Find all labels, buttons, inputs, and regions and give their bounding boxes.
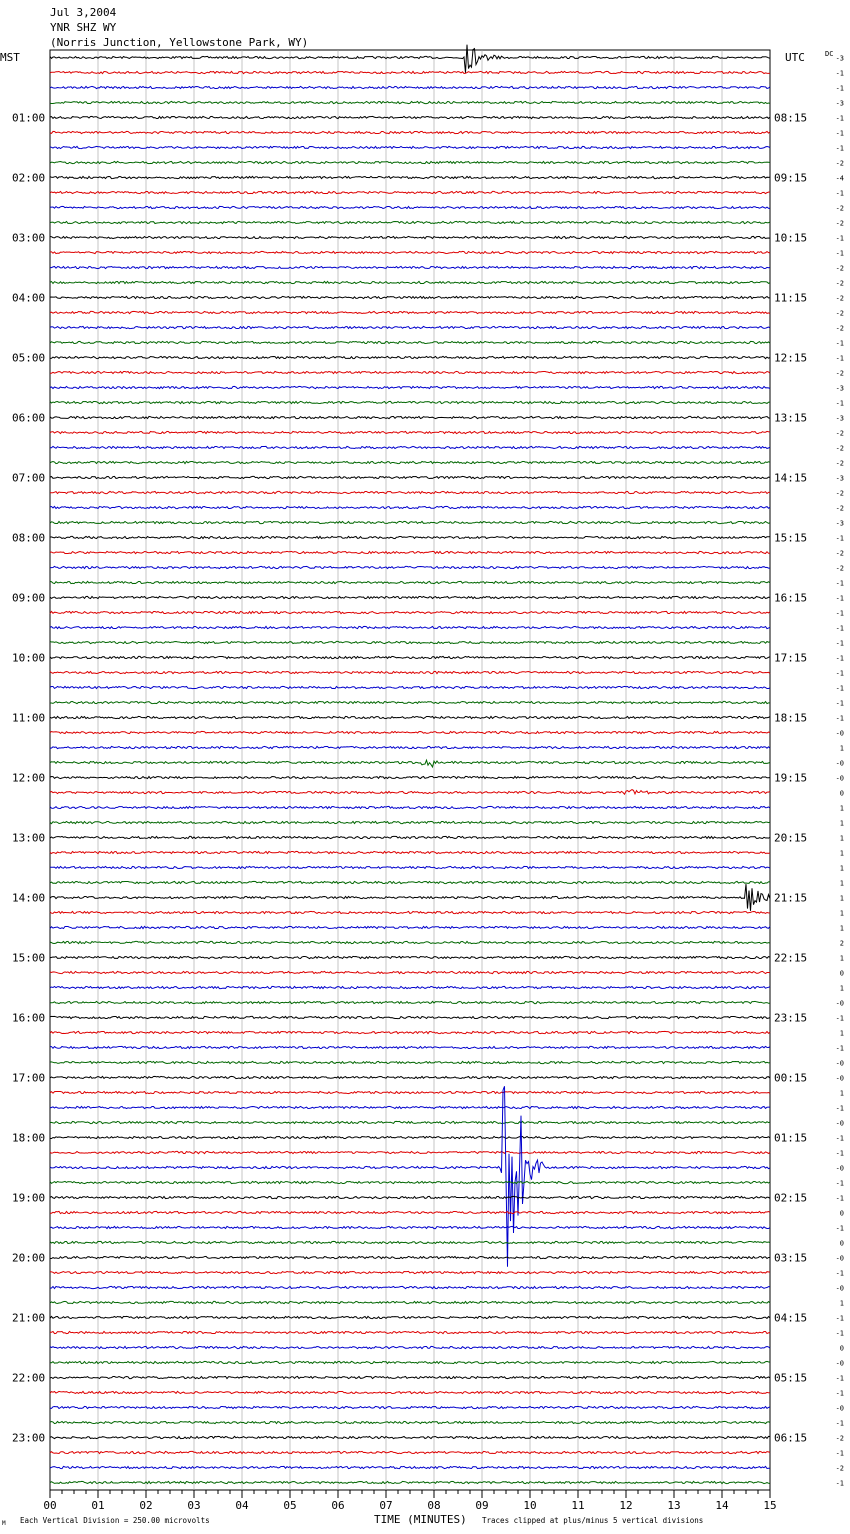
dc-offset-label: -1 <box>835 1179 844 1188</box>
dc-offset-label: -0 <box>835 999 844 1008</box>
trace-line <box>50 521 770 523</box>
trace-line <box>50 1256 770 1258</box>
dc-offset-label: -1 <box>835 1389 844 1398</box>
trace-line <box>50 641 770 643</box>
utc-hour-label: 12:15 <box>774 351 808 365</box>
dc-offset-label: -1 <box>835 399 844 408</box>
trace-group <box>50 45 770 1484</box>
dc-offset-label: -1 <box>835 639 844 648</box>
trace-line <box>50 1196 770 1198</box>
dc-offset-label: -3 <box>835 474 844 483</box>
dc-offset-label: -0 <box>835 1074 844 1083</box>
mst-hour-label: 03:00 <box>12 231 46 245</box>
utc-hour-label: 09:15 <box>774 171 808 185</box>
dc-offset-label: -1 <box>835 1224 844 1233</box>
trace-line <box>50 1061 770 1063</box>
dc-offset-label: 0 <box>839 789 844 798</box>
trace-line <box>50 146 770 148</box>
dc-offset-label: -2 <box>835 294 844 303</box>
dc-offset-label: -2 <box>835 564 844 573</box>
trace-line <box>50 221 770 223</box>
mst-hour-label: 02:00 <box>12 171 46 185</box>
trace-line <box>50 101 770 103</box>
dc-offset-label: -1 <box>835 609 844 618</box>
x-tick-label: 08 <box>427 1499 441 1512</box>
trace-line <box>50 836 770 838</box>
corner-mark: M <box>2 1520 6 1527</box>
utc-hour-label: 13:15 <box>774 411 808 425</box>
dc-offset-label: -1 <box>835 249 844 258</box>
utc-hour-label: 16:15 <box>774 591 808 605</box>
trace-line <box>50 1271 770 1273</box>
dc-offset-label: -1 <box>835 684 844 693</box>
dc-offset-label: -1 <box>835 1419 844 1428</box>
dc-offset-label: -1 <box>835 234 844 243</box>
trace-line <box>50 866 770 868</box>
utc-axis-label: UTC <box>785 51 805 64</box>
trace-line <box>50 1466 770 1468</box>
dc-offset-label: -1 <box>835 1479 844 1488</box>
trace-line <box>50 1451 770 1453</box>
trace-line <box>50 551 770 553</box>
dc-offset-label: -1 <box>835 1014 844 1023</box>
dc-offset-label: 0 <box>839 1209 844 1218</box>
trace-line <box>50 236 770 238</box>
x-tick-label: 07 <box>379 1499 393 1512</box>
utc-hour-labels <box>774 112 807 1445</box>
dc-offset-label: 1 <box>839 924 844 933</box>
utc-hour-label: 01:15 <box>774 1131 808 1145</box>
mst-hour-label: 04:00 <box>12 291 46 305</box>
trace-line <box>50 581 770 583</box>
dc-offset-label: -1 <box>835 84 844 93</box>
dc-offset-label: -1 <box>835 1044 844 1053</box>
trace-line <box>50 911 770 913</box>
dc-offset-label: 1 <box>839 879 844 888</box>
dc-offset-label: -2 <box>835 549 844 558</box>
mst-hour-label: 09:00 <box>12 591 46 605</box>
x-tick-label: 00 <box>43 1499 57 1512</box>
dc-offset-label: -0 <box>835 1359 844 1368</box>
x-tick-label: 14 <box>715 1499 729 1512</box>
dc-offset-label: -2 <box>835 309 844 318</box>
trace-line <box>50 446 770 448</box>
trace-line <box>50 491 770 493</box>
dc-offset-label: -1 <box>835 144 844 153</box>
dc-offset-label: -1 <box>835 339 844 348</box>
trace-line <box>50 884 770 911</box>
trace-line <box>50 251 770 253</box>
dc-offset-label: -2 <box>835 159 844 168</box>
dc-offset-label: -4 <box>835 174 844 183</box>
mst-hour-label: 01:00 <box>12 111 46 125</box>
trace-line <box>50 686 770 688</box>
trace-line <box>50 1031 770 1033</box>
mst-hour-label: 07:00 <box>12 471 46 485</box>
dc-offset-label: -2 <box>835 429 844 438</box>
trace-line <box>50 746 770 748</box>
mst-hour-label: 14:00 <box>12 891 46 905</box>
trace-line <box>50 431 770 433</box>
dc-offset-label: 1 <box>839 1089 844 1098</box>
location-label: (Norris Junction, Yellowstone Park, WY) <box>50 36 309 49</box>
trace-line <box>50 1091 770 1093</box>
trace-line <box>50 476 770 478</box>
dc-offset-label: -2 <box>835 264 844 273</box>
trace-line <box>50 1376 770 1378</box>
dc-offset-label: -1 <box>835 1314 844 1323</box>
dc-offset-label: -2 <box>835 1464 844 1473</box>
trace-line <box>50 1301 770 1303</box>
mst-hour-label: 23:00 <box>12 1431 46 1445</box>
dc-label: DC <box>825 50 834 58</box>
trace-line <box>50 1361 770 1363</box>
dc-offset-label: -1 <box>835 1269 844 1278</box>
trace-line <box>50 416 770 418</box>
dc-offset-label: -3 <box>835 99 844 108</box>
utc-hour-label: 23:15 <box>774 1011 808 1025</box>
mst-hour-label: 21:00 <box>12 1311 46 1325</box>
dc-offset-label: -0 <box>835 1119 844 1128</box>
mst-hour-label: 11:00 <box>12 711 46 725</box>
dc-offset-label: -1 <box>835 579 844 588</box>
trace-line <box>50 1016 770 1018</box>
x-tick-label: 11 <box>571 1499 585 1512</box>
utc-hour-label: 14:15 <box>774 471 808 485</box>
dc-offset-label: -0 <box>835 1164 844 1173</box>
trace-line <box>50 371 770 373</box>
trace-line <box>50 790 770 795</box>
x-tick-label: 02 <box>139 1499 153 1512</box>
utc-hour-label: 17:15 <box>774 651 808 665</box>
trace-line <box>50 191 770 193</box>
trace-line <box>50 71 770 73</box>
dc-offset-label: -0 <box>835 759 844 768</box>
minute-gridlines <box>98 50 722 1490</box>
dc-offset-label: -1 <box>835 1134 844 1143</box>
x-tick-label: 10 <box>523 1499 537 1512</box>
utc-hour-label: 04:15 <box>774 1311 808 1325</box>
dc-offset-label: -2 <box>835 489 844 498</box>
dc-offset-label: -3 <box>835 384 844 393</box>
mst-hour-label: 15:00 <box>12 951 46 965</box>
trace-line <box>50 341 770 343</box>
trace-line <box>50 311 770 313</box>
dc-offset-label: -0 <box>835 1254 844 1263</box>
trace-line <box>50 881 770 883</box>
trace-line <box>50 566 770 568</box>
trace-line <box>50 596 770 598</box>
trace-line <box>50 821 770 823</box>
dc-offset-label: -0 <box>835 1059 844 1068</box>
trace-line <box>50 1421 770 1423</box>
utc-hour-label: 22:15 <box>774 951 808 965</box>
trace-line <box>50 506 770 508</box>
x-tick-label: 15 <box>763 1499 777 1512</box>
mst-hour-label: 19:00 <box>12 1191 46 1205</box>
plot-frame <box>50 50 770 1490</box>
utc-hour-label: 10:15 <box>774 231 808 245</box>
utc-hour-label: 02:15 <box>774 1191 808 1205</box>
utc-hour-label: 00:15 <box>774 1071 808 1085</box>
dc-offset-label: -1 <box>835 669 844 678</box>
x-tick-label: 04 <box>235 1499 249 1512</box>
dc-offset-label: -1 <box>835 1374 844 1383</box>
dc-offset-labels <box>836 55 844 1488</box>
trace-line <box>50 760 770 767</box>
trace-line <box>50 1136 770 1138</box>
utc-hour-label: 03:15 <box>774 1251 808 1265</box>
utc-hour-label: 15:15 <box>774 531 808 545</box>
dc-offset-label: -1 <box>835 189 844 198</box>
mst-hour-label: 17:00 <box>12 1071 46 1085</box>
trace-line <box>50 1211 770 1213</box>
x-tick-label: 09 <box>475 1499 489 1512</box>
utc-hour-label: 21:15 <box>774 891 808 905</box>
trace-line <box>50 731 770 733</box>
clip-note: Traces clipped at plus/minus 5 vertical divisions <box>482 1516 704 1525</box>
dc-offset-label: 1 <box>839 954 844 963</box>
trace-line <box>50 176 770 178</box>
trace-line <box>50 356 770 358</box>
trace-line <box>50 716 770 718</box>
trace-line <box>50 1106 770 1108</box>
x-tick-label: 05 <box>283 1499 297 1512</box>
dc-offset-label: 1 <box>839 894 844 903</box>
trace-line <box>50 386 770 388</box>
trace-line <box>50 86 770 88</box>
trace-line <box>50 926 770 928</box>
dc-offset-label: -1 <box>835 69 844 78</box>
dc-offset-label: -2 <box>835 279 844 288</box>
trace-line <box>50 671 770 673</box>
trace-line <box>50 656 770 658</box>
trace-line <box>50 1436 770 1438</box>
trace-line <box>50 536 770 538</box>
utc-hour-label: 11:15 <box>774 291 808 305</box>
dc-offset-label: -1 <box>835 534 844 543</box>
trace-line <box>50 266 770 268</box>
dc-offset-label: -0 <box>835 1404 844 1413</box>
dc-offset-label: 1 <box>839 834 844 843</box>
utc-hour-label: 20:15 <box>774 831 808 845</box>
dc-offset-label: -3 <box>835 54 844 63</box>
trace-line <box>50 806 770 808</box>
dc-offset-label: -3 <box>835 414 844 423</box>
dc-offset-label: -1 <box>835 699 844 708</box>
mst-hour-label: 12:00 <box>12 771 46 785</box>
dc-offset-label: 0 <box>839 969 844 978</box>
x-axis <box>43 1490 776 1512</box>
dc-offset-label: -1 <box>835 1449 844 1458</box>
trace-line <box>50 986 770 988</box>
mst-hour-label: 18:00 <box>12 1131 46 1145</box>
dc-offset-label: 2 <box>839 939 844 948</box>
dc-offset-label: -1 <box>835 654 844 663</box>
trace-line <box>50 1181 770 1183</box>
station-label: YNR SHZ WY <box>50 21 117 34</box>
trace-line <box>50 1086 770 1267</box>
dc-offset-label: -1 <box>835 1329 844 1338</box>
dc-offset-label: -2 <box>835 504 844 513</box>
dc-offset-label: -2 <box>835 219 844 228</box>
utc-hour-label: 06:15 <box>774 1431 808 1445</box>
dc-offset-label: -1 <box>835 114 844 123</box>
dc-offset-label: 1 <box>839 909 844 918</box>
mst-hour-label: 22:00 <box>12 1371 46 1385</box>
x-tick-label: 13 <box>667 1499 681 1512</box>
dc-offset-label: -1 <box>835 129 844 138</box>
x-tick-label: 03 <box>187 1499 201 1512</box>
date-label: Jul 3,2004 <box>50 6 117 19</box>
mst-axis-label: MST <box>0 51 20 64</box>
dc-offset-label: 1 <box>839 819 844 828</box>
dc-offset-label: 0 <box>839 1239 844 1248</box>
scale-note: Each Vertical Division = 250.00 microvolts <box>20 1516 210 1525</box>
trace-line <box>50 1316 770 1318</box>
utc-hour-label: 19:15 <box>774 771 808 785</box>
x-tick-label: 12 <box>619 1499 633 1512</box>
trace-line <box>50 1346 770 1348</box>
trace-line <box>50 1001 770 1003</box>
trace-line <box>50 701 770 703</box>
dc-offset-label: 1 <box>839 984 844 993</box>
dc-offset-label: -1 <box>835 714 844 723</box>
trace-line <box>50 971 770 973</box>
trace-line <box>50 326 770 328</box>
dc-offset-label: 1 <box>839 849 844 858</box>
trace-line <box>50 1226 770 1228</box>
dc-offset-label: -1 <box>835 1194 844 1203</box>
x-tick-label: 06 <box>331 1499 345 1512</box>
dc-offset-label: -2 <box>835 444 844 453</box>
dc-offset-label: 0 <box>839 1344 844 1353</box>
trace-line <box>50 1406 770 1408</box>
dc-offset-label: -1 <box>835 1104 844 1113</box>
trace-line <box>50 1241 770 1243</box>
dc-offset-label: 1 <box>839 744 844 753</box>
trace-line <box>50 1391 770 1393</box>
trace-line <box>50 461 770 463</box>
trace-line <box>50 401 770 403</box>
dc-offset-label: -2 <box>835 369 844 378</box>
trace-line <box>50 206 770 208</box>
x-tick-label: 01 <box>91 1499 105 1512</box>
mst-hour-label: 16:00 <box>12 1011 46 1025</box>
trace-line <box>50 611 770 613</box>
trace-line <box>50 131 770 133</box>
mst-hour-label: 13:00 <box>12 831 46 845</box>
dc-offset-label: -0 <box>835 1284 844 1293</box>
trace-line <box>50 281 770 283</box>
dc-offset-label: 1 <box>839 1029 844 1038</box>
dc-offset-label: 1 <box>839 864 844 873</box>
mst-hour-label: 20:00 <box>12 1251 46 1265</box>
x-axis-title: TIME (MINUTES) <box>374 1513 467 1526</box>
dc-offset-label: -1 <box>835 624 844 633</box>
dc-offset-label: 1 <box>839 1299 844 1308</box>
trace-line <box>50 161 770 163</box>
dc-offset-label: -1 <box>835 594 844 603</box>
mst-hour-label: 05:00 <box>12 351 46 365</box>
mst-hour-label: 06:00 <box>12 411 46 425</box>
dc-offset-label: -2 <box>835 324 844 333</box>
dc-offset-label: -3 <box>835 519 844 528</box>
trace-line <box>50 1151 770 1153</box>
dc-offset-label: -0 <box>835 774 844 783</box>
mst-hour-labels <box>12 112 45 1445</box>
trace-line <box>50 626 770 628</box>
utc-hour-label: 05:15 <box>774 1371 808 1385</box>
dc-offset-label: -1 <box>835 354 844 363</box>
trace-line <box>50 1286 770 1288</box>
dc-offset-label: -0 <box>835 729 844 738</box>
trace-line <box>50 116 770 118</box>
trace-line <box>50 1121 770 1123</box>
trace-line <box>50 956 770 958</box>
mst-hour-label: 08:00 <box>12 531 46 545</box>
trace-line <box>50 296 770 298</box>
trace-line <box>50 776 770 778</box>
mst-hour-label: 10:00 <box>12 651 46 665</box>
trace-line <box>50 1481 770 1483</box>
utc-hour-label: 18:15 <box>774 711 808 725</box>
dc-offset-label: -2 <box>835 459 844 468</box>
dc-offset-label: -1 <box>835 1149 844 1158</box>
trace-line <box>50 1046 770 1048</box>
dc-offset-label: -2 <box>835 204 844 213</box>
dc-offset-label: -2 <box>835 1434 844 1443</box>
dc-offset-label: 1 <box>839 804 844 813</box>
trace-line <box>50 851 770 853</box>
trace-line <box>50 1331 770 1333</box>
utc-hour-label: 08:15 <box>774 111 808 125</box>
trace-line <box>50 941 770 943</box>
trace-line <box>50 1076 770 1078</box>
